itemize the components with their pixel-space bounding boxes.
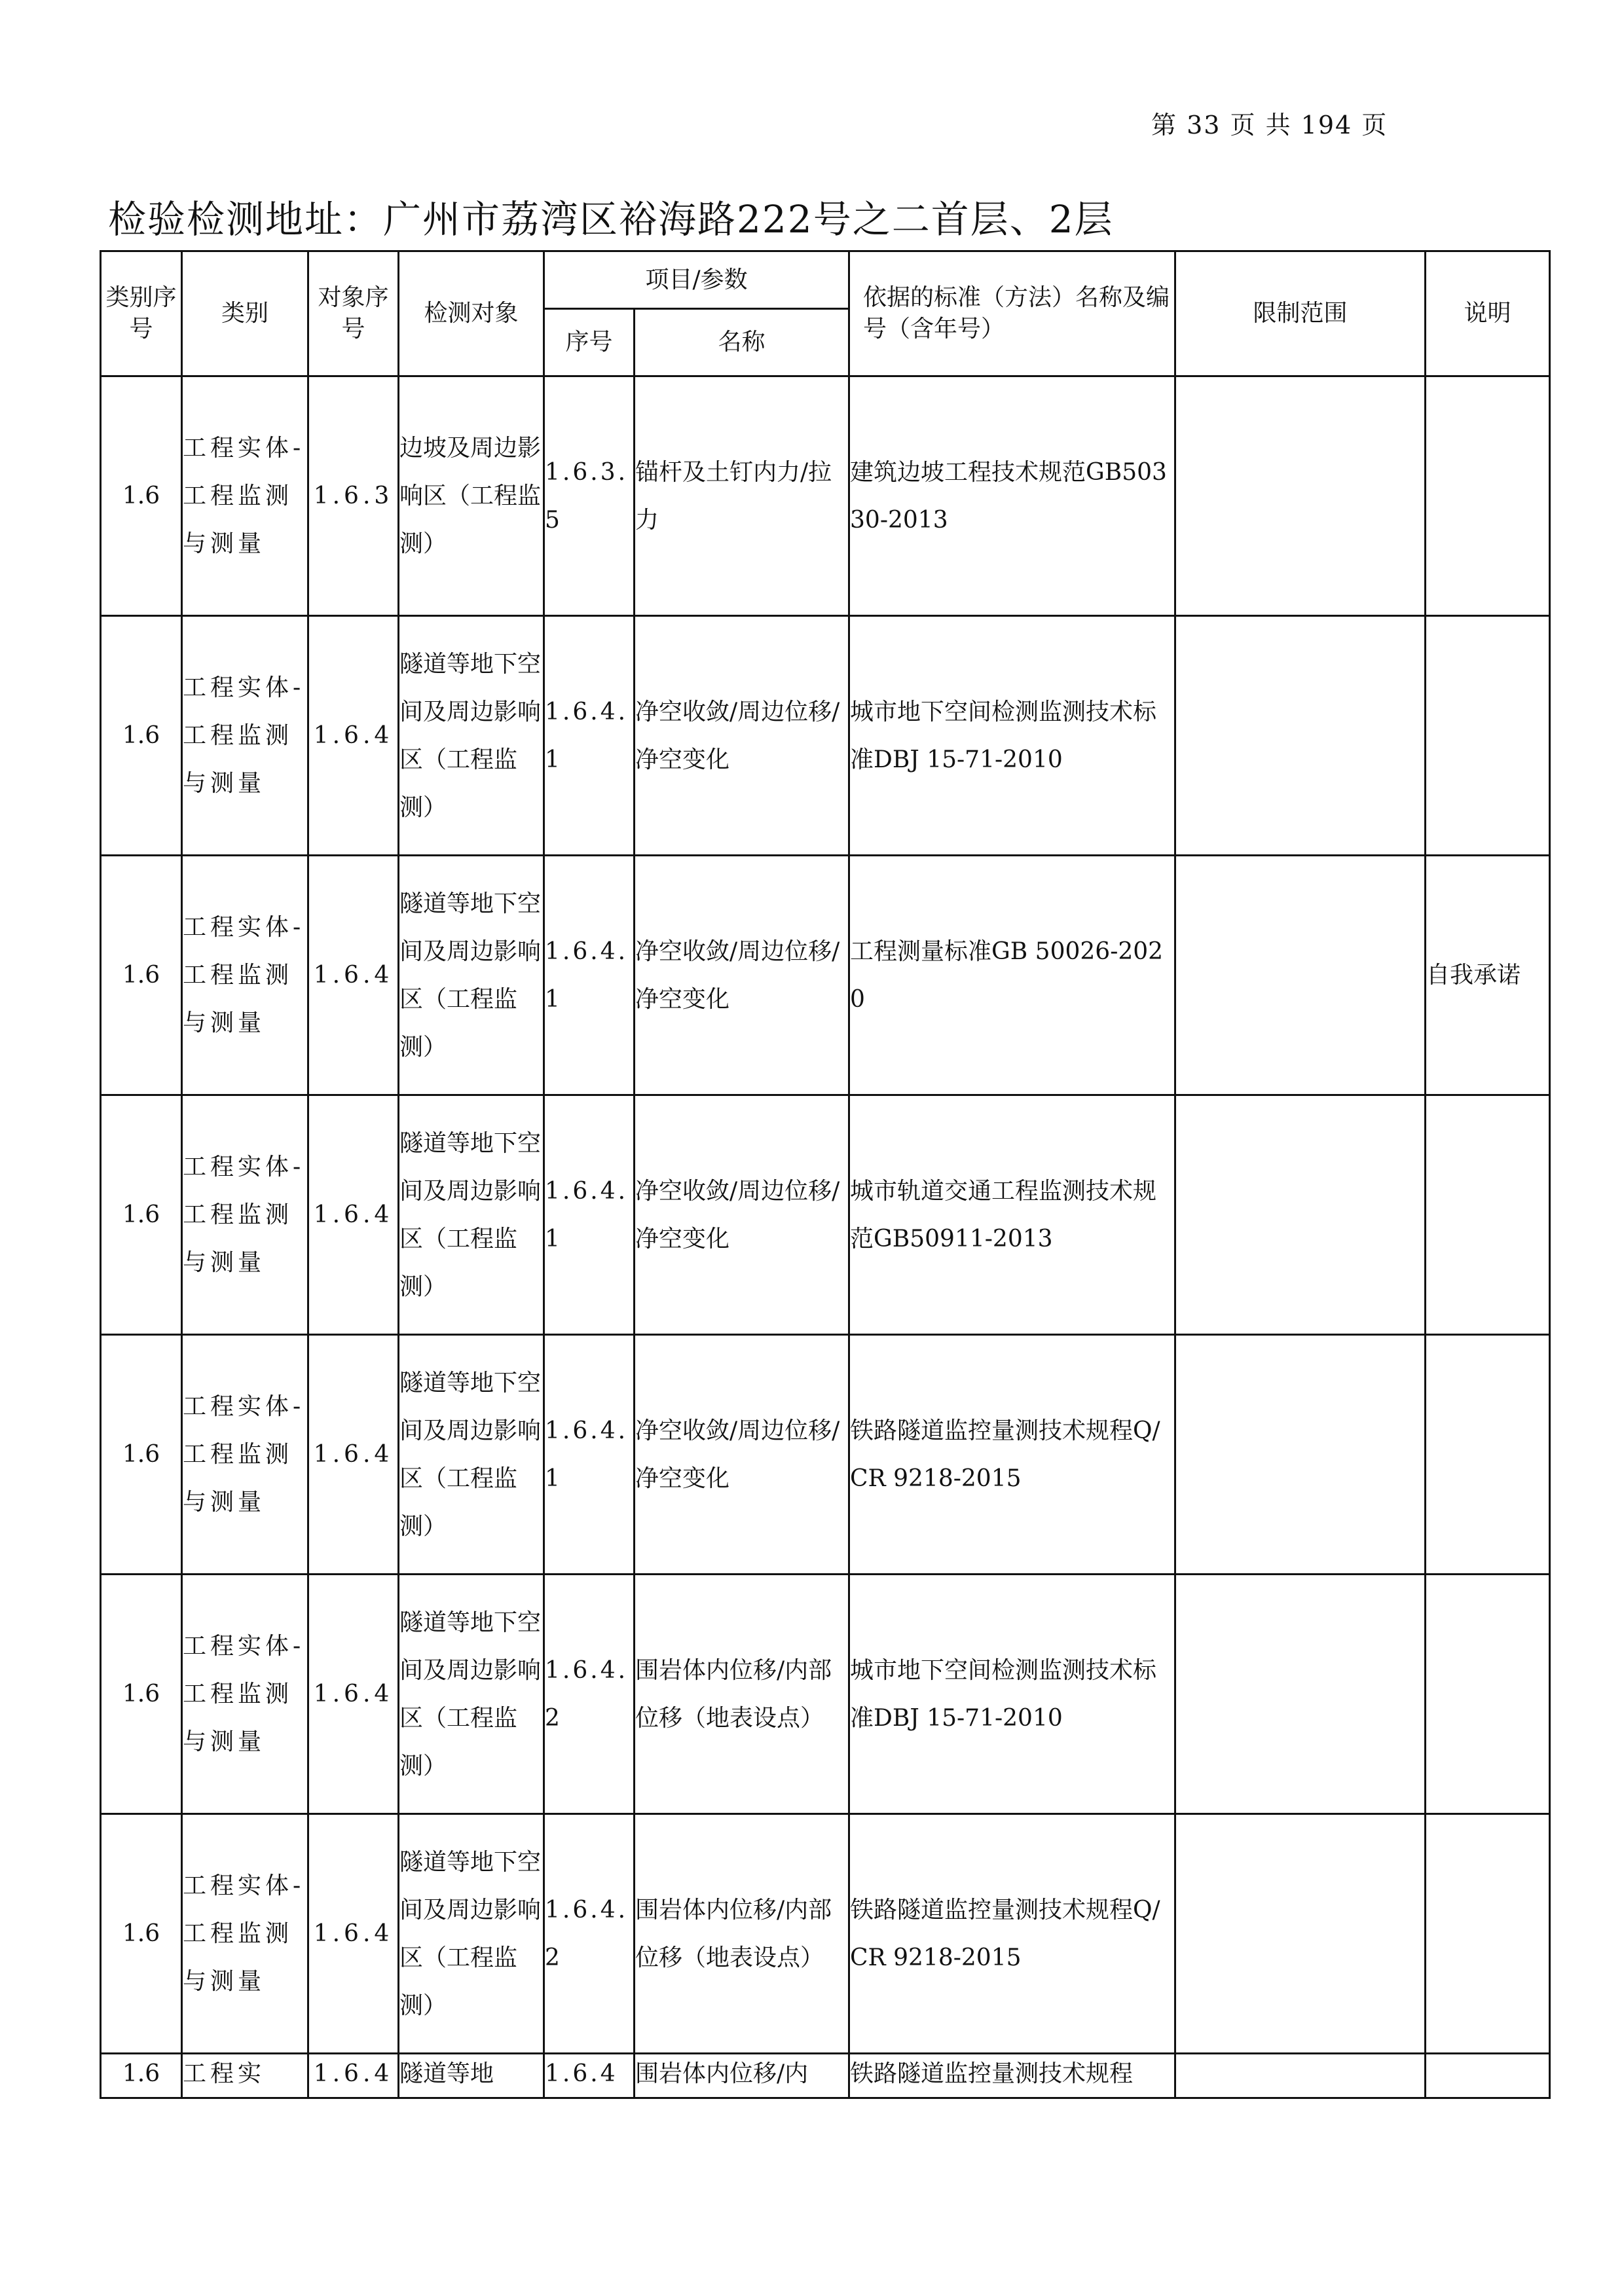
cell-item-name: 净空收敛/周边位移/净空变化 — [635, 616, 849, 856]
cell-object-no: 1.6.4 — [308, 616, 399, 856]
cell-object-no: 1.6.3 — [308, 376, 399, 616]
cell-category: 工程实体-工程监测与测量 — [182, 376, 308, 616]
table-row — [101, 1814, 1550, 2054]
cell-category: 工程实体-工程监测与测量 — [182, 1095, 308, 1335]
cell-item-name: 围岩体内位移/内部位移（地表设点） — [635, 1575, 849, 1814]
cell-note: 自我承诺 — [1426, 856, 1550, 1095]
cell-item-no: 1.6.3.5 — [544, 376, 635, 616]
cell-limit — [1175, 856, 1426, 1095]
cell-item-no: 1.6.4.1 — [544, 856, 635, 1095]
cell-object-no: 1.6.4 — [308, 1095, 399, 1335]
cell-note — [1426, 376, 1550, 616]
cell-item-name: 净空收敛/周边位移/净空变化 — [635, 1095, 849, 1335]
cell-item-no: 1.6.4.1 — [544, 1335, 635, 1575]
cell-item-name: 围岩体内位移/内 — [635, 2054, 849, 2098]
cell-item-name: 锚杆及土钉内力/拉力 — [635, 376, 849, 616]
page-number: 第 33 页 共 194 页 — [1151, 111, 1388, 139]
cell-category-no: 1.6 — [101, 1335, 182, 1575]
cell-item-no: 1.6.4.2 — [544, 1814, 635, 2054]
table-row — [101, 1095, 1550, 1335]
cell-limit — [1175, 376, 1426, 616]
cell-object: 隧道等地下空间及周边影响区（工程监测） — [399, 616, 544, 856]
cell-limit — [1175, 1575, 1426, 1814]
cell-category-no: 1.6 — [101, 616, 182, 856]
cell-object-no: 1.6.4 — [308, 1335, 399, 1575]
table-row — [101, 1335, 1550, 1575]
cell-category-no: 1.6 — [101, 856, 182, 1095]
table-body — [101, 376, 1550, 2098]
cell-item-name: 净空收敛/周边位移/净空变化 — [635, 856, 849, 1095]
table-row — [101, 1575, 1550, 1814]
header-category-no: 类别序号 — [101, 251, 182, 376]
header-item-name: 名称 — [635, 309, 849, 376]
cell-limit — [1175, 1814, 1426, 2054]
cell-object-no: 1.6.4 — [308, 1575, 399, 1814]
cell-standard: 铁路隧道监控量测技术规程 — [849, 2054, 1175, 2098]
header-standard: 依据的标准（方法）名称及编号（含年号） — [849, 251, 1175, 376]
cell-standard: 城市地下空间检测监测技术标准DBJ 15-71-2010 — [849, 1575, 1175, 1814]
cell-limit — [1175, 616, 1426, 856]
cell-limit — [1175, 1095, 1426, 1335]
cell-category-no: 1.6 — [101, 1095, 182, 1335]
cell-object: 隧道等地 — [399, 2054, 544, 2098]
cell-object-no: 1.6.4 — [308, 1814, 399, 2054]
cell-standard: 建筑边坡工程技术规范GB50330-2013 — [849, 376, 1175, 616]
cell-item-no: 1.6.4 — [544, 2054, 635, 2098]
cell-limit — [1175, 2054, 1426, 2098]
scope-table — [100, 250, 1551, 2099]
header-limit: 限制范围 — [1175, 251, 1426, 376]
header-note: 说明 — [1426, 251, 1550, 376]
cell-standard: 铁路隧道监控量测技术规程Q/CR 9218-2015 — [849, 1814, 1175, 2054]
cell-note — [1426, 616, 1550, 856]
cell-note — [1426, 1095, 1550, 1335]
cell-standard: 铁路隧道监控量测技术规程Q/CR 9218-2015 — [849, 1335, 1175, 1575]
cell-standard: 城市轨道交通工程监测技术规范GB50911-2013 — [849, 1095, 1175, 1335]
cell-item-name: 围岩体内位移/内部位移（地表设点） — [635, 1814, 849, 2054]
cell-object-no: 1.6.4 — [308, 856, 399, 1095]
cell-note — [1426, 1575, 1550, 1814]
cell-category-no: 1.6 — [101, 1575, 182, 1814]
table-row — [101, 856, 1550, 1095]
cell-object: 隧道等地下空间及周边影响区（工程监测） — [399, 856, 544, 1095]
header-item-no: 序号 — [544, 309, 635, 376]
header-row-1 — [101, 251, 1550, 309]
cell-category: 工程实体-工程监测与测量 — [182, 1335, 308, 1575]
cell-standard: 工程测量标准GB 50026-2020 — [849, 856, 1175, 1095]
table-row-partial — [101, 2054, 1550, 2098]
cell-limit — [1175, 1335, 1426, 1575]
cell-item-no: 1.6.4.1 — [544, 616, 635, 856]
cell-category: 工程实体-工程监测与测量 — [182, 1575, 308, 1814]
cell-category-no: 1.6 — [101, 2054, 182, 2098]
cell-item-no: 1.6.4.2 — [544, 1575, 635, 1814]
cell-object: 隧道等地下空间及周边影响区（工程监测） — [399, 1575, 544, 1814]
header-object: 检测对象 — [399, 251, 544, 376]
testing-address: 检验检测地址：广州市荔湾区裕海路222号之二首层、2层 — [108, 197, 1114, 242]
header-object-no: 对象序号 — [308, 251, 399, 376]
header-item-param: 项目/参数 — [544, 251, 849, 309]
cell-category: 工程实体-工程监测与测量 — [182, 856, 308, 1095]
cell-note — [1426, 2054, 1550, 2098]
cell-category-no: 1.6 — [101, 1814, 182, 2054]
cell-object: 边坡及周边影响区（工程监测） — [399, 376, 544, 616]
cell-category-no: 1.6 — [101, 376, 182, 616]
table-row — [101, 616, 1550, 856]
cell-note — [1426, 1335, 1550, 1575]
cell-object: 隧道等地下空间及周边影响区（工程监测） — [399, 1814, 544, 2054]
cell-category: 工程实体-工程监测与测量 — [182, 1814, 308, 2054]
cell-standard: 城市地下空间检测监测技术标准DBJ 15-71-2010 — [849, 616, 1175, 856]
cell-category: 工程实 — [182, 2054, 308, 2098]
cell-item-name: 净空收敛/周边位移/净空变化 — [635, 1335, 849, 1575]
cell-object-no: 1.6.4 — [308, 2054, 399, 2098]
cell-object: 隧道等地下空间及周边影响区（工程监测） — [399, 1095, 544, 1335]
cell-object: 隧道等地下空间及周边影响区（工程监测） — [399, 1335, 544, 1575]
cell-item-no: 1.6.4.1 — [544, 1095, 635, 1335]
table-row — [101, 376, 1550, 616]
header-category: 类别 — [182, 251, 308, 376]
cell-note — [1426, 1814, 1550, 2054]
cell-category: 工程实体-工程监测与测量 — [182, 616, 308, 856]
